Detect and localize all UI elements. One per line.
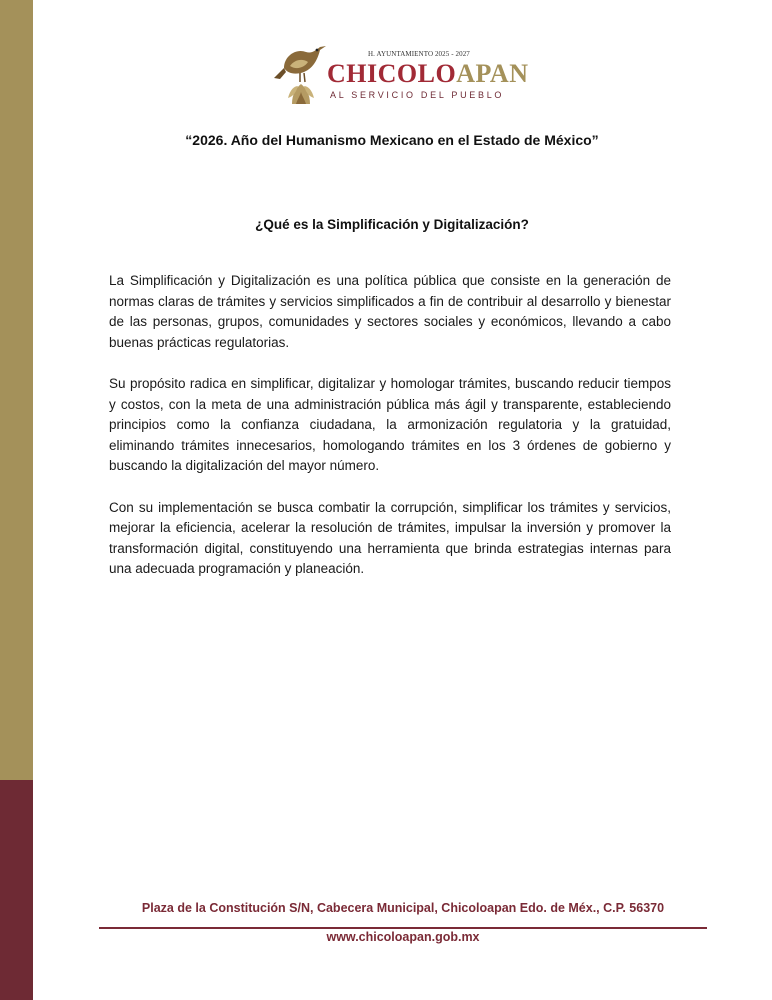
body-paragraph-1: La Simplificación y Digitalización es una política pública que consiste en la generación de normas claras de trámites y servicios simplificados a fin de contribuir al desarrollo y bienestar de las personas, grupos, comunidades y sectores sociales y económicos, llevando a cabo buenas prácticas regulatorias. xyxy=(109,273,671,350)
municipal-logo xyxy=(270,38,532,106)
footer-divider xyxy=(99,927,707,929)
footer-website-link[interactable]: www.chicoloapan.gob.mx xyxy=(326,930,480,944)
logo-municipality-name xyxy=(327,60,528,88)
document-body xyxy=(109,271,671,601)
logo-ayuntamiento-text: H. AYUNTAMIENTO 2025 - 2027 xyxy=(368,50,470,58)
year-motto: “2026. Año del Humanismo Mexicano en el Estado de México” xyxy=(185,132,599,148)
body-paragraph-3: Con su implementación se busca combatir la corrupción, simplificar los trámites y servicios, mejorar la eficiencia, acelerar la resolución de trámites, impulsar la inversión y promover la transformación digital, constituyendo una herramienta que brinda estrategias internas para una adecuada programación y planeación. xyxy=(109,499,671,577)
side-band-maroon xyxy=(0,780,33,1000)
footer-address: Plaza de la Constitución S/N, Cabecera Municipal, Chicoloapan Edo. de Méx., C.P. 56370 xyxy=(141,901,665,915)
chicoloapan-bird-emblem-icon xyxy=(270,38,332,106)
logo-tagline: AL SERVICIO DEL PUEBLO xyxy=(330,90,505,100)
body-paragraph-2: Su propósito radica en simplificar, digitalizar y homologar trámites, buscando reducir tiempos y costos, con la meta de una administración pública más ágil y transparente, estableciendo principios como la confianza ciudadana, la armonización regulatoria y la gratuidad, eliminando trámites innecesarios, homologando trámites en los 3 órdenes de gobierno y buscando la digitalización del mayor número. xyxy=(109,375,671,474)
side-band-gold xyxy=(0,0,33,780)
document-title: ¿Qué es la Simplificación y Digitalización? xyxy=(255,217,529,232)
logo-name-part2: APAN xyxy=(456,59,529,88)
logo-name-part1: CHICOLO xyxy=(327,59,457,88)
